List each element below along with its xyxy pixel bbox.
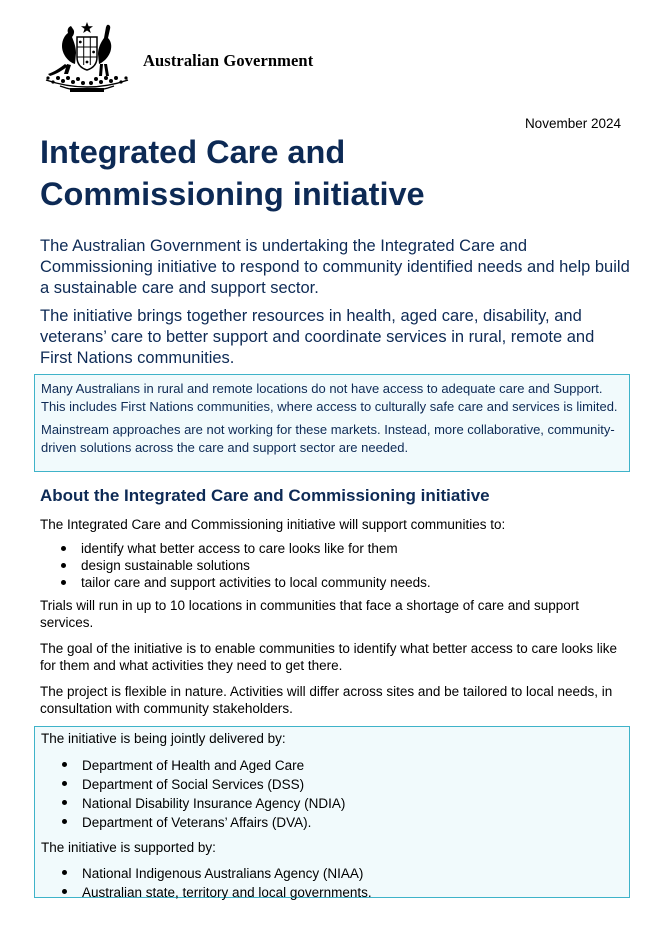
callout-paragraph-2: Mainstream approaches are not working for these markets. Instead, more collaborative, community-driven solutions across the care and support sector are needed. [41, 422, 615, 455]
delivered-by-list [41, 756, 623, 832]
list-item: Australian state, territory and local governments. [82, 883, 623, 902]
goal-paragraph: The goal of the initiative is to enable communities to identify what better access to care looks like for them and what activities they need to get there. [40, 640, 618, 673]
list-item: National Indigenous Australians Agency (NIAA) [82, 864, 623, 883]
list-item: Department of Veterans’ Affairs (DVA). [82, 813, 623, 832]
list-item: Department of Health and Aged Care [82, 756, 623, 775]
list-item: National Disability Insurance Agency (NDIA) [82, 794, 623, 813]
supported-by-list [41, 864, 623, 902]
australian-coat-of-arms-icon [40, 20, 135, 96]
context-callout-box [34, 374, 630, 472]
list-item: design sustainable solutions [81, 557, 630, 574]
about-section-heading: About the Integrated Care and Commissioning initiative [40, 486, 490, 505]
flexible-paragraph: The project is flexible in nature. Activities will differ across sites and be tailored to local needs, in consultation with community stakeholders. [40, 683, 613, 716]
list-item: tailor care and support activities to local community needs. [81, 574, 630, 591]
callout-paragraph-1: Many Australians in rural and remote locations do not have access to adequate care and Support. This includes First Nations communities, where access to culturally safe care and services is limited. [41, 381, 618, 414]
support-bullet-list [40, 540, 630, 591]
lead-paragraph-1: The Australian Government is undertaking the Integrated Care and Commissioning initiative to respond to community identified needs and help build a sustainable care and support sector. [40, 237, 630, 297]
about-intro: The Integrated Care and Commissioning initiative will support communities to: [40, 517, 506, 532]
page-title [40, 131, 560, 215]
list-item: Department of Social Services (DSS) [82, 775, 623, 794]
trials-paragraph: Trials will run in up to 10 locations in communities that face a shortage of care and support services. [40, 597, 580, 630]
government-name: Australian Government [143, 51, 314, 70]
delivered-by-intro: The initiative is being jointly delivered by: [41, 731, 286, 746]
page-title-line-1: Integrated Care and [40, 134, 346, 170]
publication-date: November 2024 [524, 116, 621, 131]
about-section-body [40, 516, 630, 726]
lead-paragraph-2: The initiative brings together resources in health, aged care, disability, and veterans’ care to better support and coordinate services in rural, remote and First Nations communities. [40, 307, 595, 367]
page-title-line-2: Commissioning initiative [40, 176, 425, 212]
supported-by-intro: The initiative is supported by: [41, 839, 216, 855]
delivery-partners-box [34, 726, 630, 898]
page-header [40, 20, 360, 96]
list-item: identify what better access to care looks like for them [81, 540, 630, 557]
